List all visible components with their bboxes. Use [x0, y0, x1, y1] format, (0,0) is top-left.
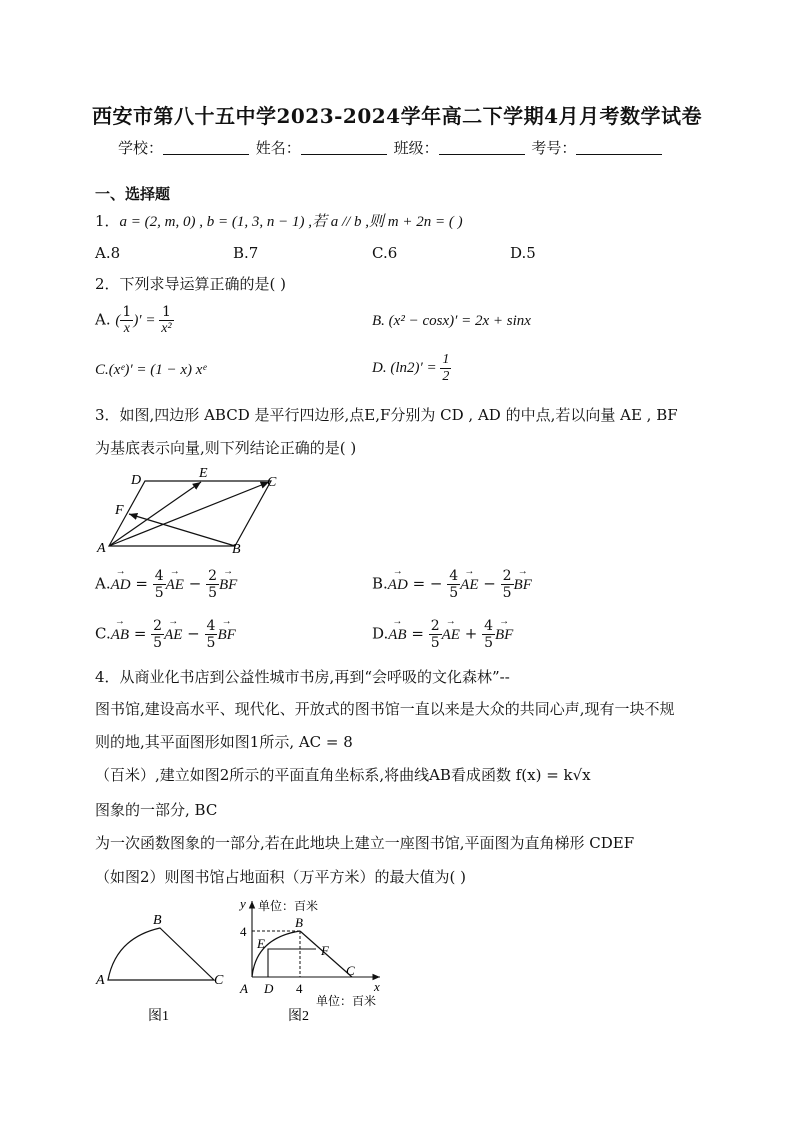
svg-text:A: A — [240, 981, 248, 996]
q4-figure-2 — [228, 893, 398, 1033]
q3-parallelogram-figure — [95, 462, 295, 562]
page-title: 西安市第八十五中学2023-2024学年高二下学期4月月考数学试卷 — [91, 104, 703, 128]
id-label: 考号： — [531, 139, 577, 157]
label-c: C — [267, 475, 277, 490]
q1-text: a = (2, m, 0) , b = (1, 3, n − 1) ,若 a // b ,则 m + 2n = ( ) — [119, 214, 463, 230]
class-label: 班级： — [393, 139, 439, 157]
q4-line3: 则的地,其平面图形如图1所示, AC = 8 — [95, 733, 353, 751]
svg-text:E: E — [257, 936, 265, 951]
q4-line4: （百米）,建立如图2所示的平面直角坐标系,将曲线AB看成函数 f(x) = k√x — [95, 766, 591, 784]
svg-text:4: 4 — [240, 924, 247, 939]
q2-option-b[interactable]: B. (x² − cosx)′ = 2x + sinx — [372, 313, 531, 329]
label-b: B — [232, 542, 241, 557]
fig1-caption: 图1 — [148, 1009, 169, 1024]
svg-text:D: D — [264, 981, 274, 996]
q2-stem: 2．下列求导运算正确的是( ) — [95, 275, 287, 293]
q4-figure-1 — [90, 910, 240, 1035]
label-d: D — [131, 473, 142, 488]
q3-option-b[interactable]: B.→ AD = − $\frac{4}{5}$ → AE − $\frac{2}{5}$ → BF — [372, 568, 532, 601]
svg-text:C: C — [214, 973, 224, 988]
fig2-unit-x: 单位：百米 — [316, 994, 377, 1008]
q2-option-d[interactable]: D. (ln2)′ = $\frac{1}{2}$ — [372, 352, 450, 384]
q1-option-a[interactable]: A.8 — [95, 244, 121, 262]
svg-text:B: B — [295, 915, 303, 930]
svg-text:A: A — [96, 973, 105, 988]
vector-bf-line — [129, 514, 235, 546]
fig2-caption: 图2 — [288, 1009, 309, 1024]
id-blank[interactable] — [576, 140, 662, 155]
q3-option-c[interactable]: C.→ AB = $\frac{2}{5}$ → AE − $\frac{4}{5}$ → BF — [95, 618, 236, 651]
q3-option-a[interactable]: A.→ AD = $\frac{4}{5}$ → AE − $\frac{2}{5}$ → BF — [95, 568, 237, 601]
svg-text:4: 4 — [296, 981, 303, 996]
q4-line5: 图象的一部分, BC — [95, 801, 218, 819]
q3-stem-line1: 3．如图,四边形 ABCD 是平行四边形,点E,F分别为 CD , AD 的中点,若以向量 AE , BF — [95, 406, 678, 424]
school-label: 学校： — [118, 139, 164, 157]
trapezoid-cdef — [268, 949, 316, 977]
name-label: 姓名： — [255, 139, 301, 157]
q1-stem — [95, 210, 463, 231]
q4-line7: （如图2）则图书馆占地面积（万平方米）的最大值为( ) — [95, 868, 467, 886]
fig2-unit-y: 单位：百米 — [258, 899, 319, 913]
q2-option-a[interactable]: A. ( $\frac{1}{x}$ )′ = $\frac{1}{\text{x²}}$ — [95, 304, 172, 336]
vector-ac-line — [109, 482, 269, 546]
svg-text:C: C — [346, 963, 355, 978]
q3-option-d[interactable]: D.→ AB = $\frac{2}{5}$ → AE + $\frac{4}{5}$ → BF — [372, 618, 513, 651]
school-blank[interactable] — [163, 140, 249, 155]
label-a: A — [97, 541, 106, 556]
svg-text:B: B — [153, 913, 162, 928]
name-blank[interactable] — [301, 140, 387, 155]
q4-line1: 4．从商业化书店到公益性城市书房,再到“会呼吸的文化森林”-- — [95, 668, 510, 686]
svg-text:x: x — [374, 979, 380, 994]
q4-line2: 图书馆,建设高水平、现代化、开放式的图书馆一直以来是大众的共同心声,现有一块不规 — [95, 700, 675, 718]
class-blank[interactable] — [439, 140, 525, 155]
q4-line6: 为一次函数图象的一部分,若在此地块上建立一座图书馆,平面图为直角梯形 CDEF — [95, 834, 635, 852]
q3-stem-line2: 为基底表示向量,则下列结论正确的是( ) — [95, 439, 357, 457]
svg-text:F: F — [321, 943, 329, 958]
fig1-shape — [108, 928, 214, 980]
svg-text:y: y — [240, 896, 246, 911]
label-e: E — [199, 466, 208, 481]
section-heading: 一、选择题 — [95, 185, 171, 203]
q2-option-c[interactable]: C.(xᵉ)′ = (1 − x) xᵉ — [95, 362, 207, 378]
q1-option-c[interactable]: C.6 — [372, 244, 398, 262]
q1-option-b[interactable]: B.7 — [233, 244, 259, 262]
student-info-line — [118, 137, 664, 158]
label-f: F — [115, 503, 124, 518]
q1-number: 1． — [95, 212, 120, 230]
q1-option-d[interactable]: D.5 — [510, 244, 536, 262]
